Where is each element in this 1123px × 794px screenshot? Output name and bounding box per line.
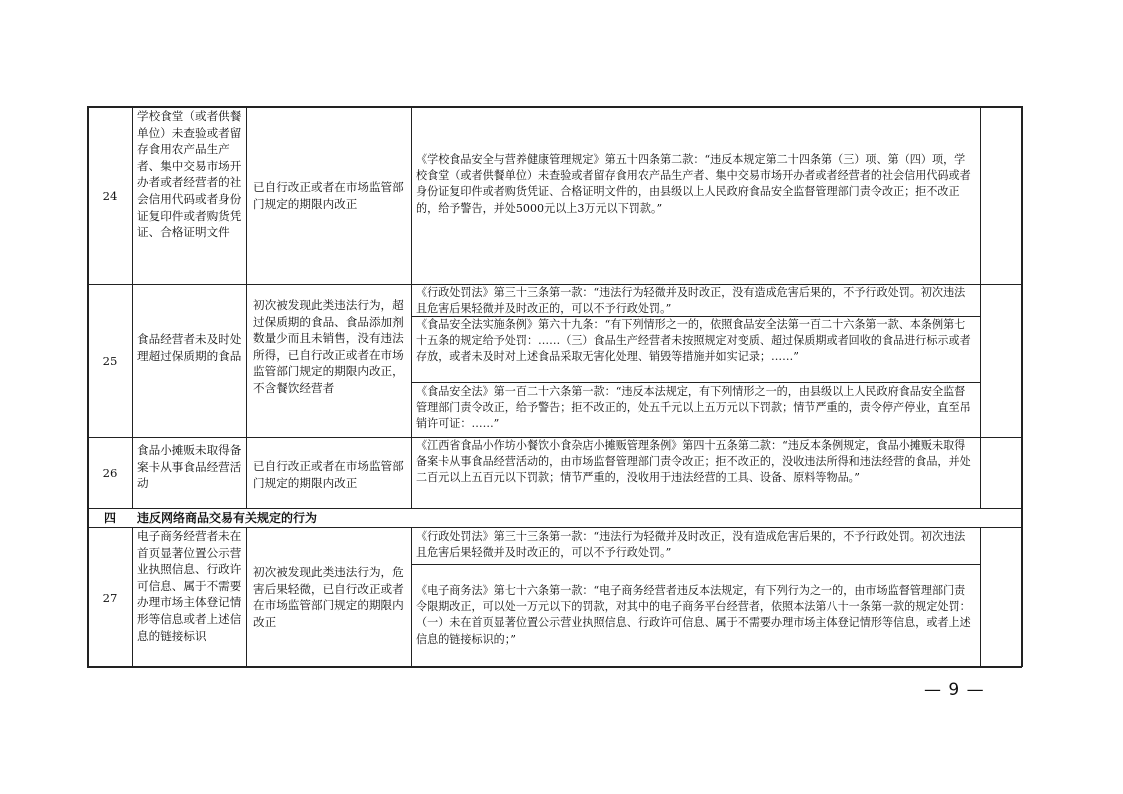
legal-basis-cell: 《江西省食品小作坊小餐饮小食杂店小摊贩管理条例》第四十五条第二款：“违反本条例规定，食品小摊贩未取得备案卡从事食品经营活动的，由市场监督管理部门责令改正；拒不改正的，没收违法所得和违法经营的食品，并处二百元以上五百元以下罚款；情节严重的，没收用于违法经营的工具、设备、原料等物品。” [416,439,971,485]
legal-basis-cell: 《食品安全法》第一百二十六条第一款：“违反本法规定，有下列情形之一的，由县级以上人民政府食品安全监督管理部门责令改正，给予警告；拒不改正的，处五千元以上五万元以下罚款；情节严重的，责令停产停业，直至吊销许可证：……” [416,385,971,431]
legal-basis-cell: 《电子商务法》第七十六条第一款：“电子商务经营者违反本法规定，有下列行为之一的，由市场监督管理部门责令限期改正，可以处一万元以下的罚款，对其中的电子商务平台经营者，依照本法第八十一条第一款的规定处罚：（一）未在首页显著位置公示营业执照信息、行政许可信息、属于不需要办理市场主体登记情形等信息，或者上述信息的链接标识的；” [416,584,971,646]
condition-cell: 初次被发现此类违法行为，危害后果轻微，已自行改正或者在市场监管部门规定的期限内改正 [253,565,404,629]
condition-cell: 已自行改正或者在市场监管部门规定的期限内改正 [253,459,404,490]
legal-basis-cell: 《行政处罚法》第三十三条第一款：“违法行为轻微并及时改正，没有造成危害后果的，不予行政处罚。初次违法且危害后果轻微并及时改正的，可以不予行政处罚。” [416,530,966,560]
page-number: — 9 — [924,680,985,700]
violation-cell: 食品小摊贩未取得备案卡从事食品经营活动 [137,443,242,491]
section-number: 四 [103,511,116,525]
legal-basis-cell: 《食品安全法实施条例》第六十九条：“有下列情形之一的，依照食品安全法第一百二十六条第一款、本条例第七十五条的规定给予处罚：……（三）食品生产经营者未按照规定对变质、超过保质期或者回收的食品进行标示或者存放，或者未及时对上述食品采取无害化处理、销毁等措施并如实记录；……” [416,318,971,364]
section-title: 违反网络商品交易有关规定的行为 [137,511,318,525]
row-number: 24 [102,189,118,203]
row-number: 27 [102,591,118,605]
condition-cell: 初次被发现此类违法行为，超过保质期的食品、食品添加剂数量少而且未销售，没有违法所得，已自行改正或者在市场监管部门规定的期限内改正，不含餐饮经营者 [253,298,404,395]
row-number: 26 [102,466,118,480]
violation-cell: 食品经营者未及时处理超过保质期的食品 [137,332,242,363]
condition-cell: 已自行改正或者在市场监管部门规定的期限内改正 [253,180,404,211]
legal-basis-cell: 《行政处罚法》第三十三条第一款：“违法行为轻微并及时改正，没有造成危害后果的，不予行政处罚。初次违法且危害后果轻微并及时改正的，可以不予行政处罚。” [416,286,966,316]
violation-cell: 学校食堂（或者供餐单位）未查验或者留存食用农产品生产者、集中交易市场开办者或者经营者的社会信用代码或者身份证复印件或者购货凭证、合格证明文件 [137,109,242,240]
row-number: 25 [102,354,118,368]
legal-basis-cell: 《学校食品安全与营养健康管理规定》第五十四条第二款：“违反本规定第二十四条第（三）项、第（四）项，学校食堂（或者供餐单位）未查验或者留存食用农产品生产者、集中交易市场开办者或者经营者的社会信用代码或者身份证复印件或者购货凭证、合格证明文件的，由县级以上人民政府食品安全监督管理部门责令改正；拒不改正的，给予警告，并处5000元以上3万元以下罚款。” [416,153,971,215]
violation-cell: 电子商务经营者未在首页显著位置公示营业执照信息、行政许可信息、属于不需要办理市场主体登记情形等信息或者上述信息的链接标识 [137,529,242,643]
